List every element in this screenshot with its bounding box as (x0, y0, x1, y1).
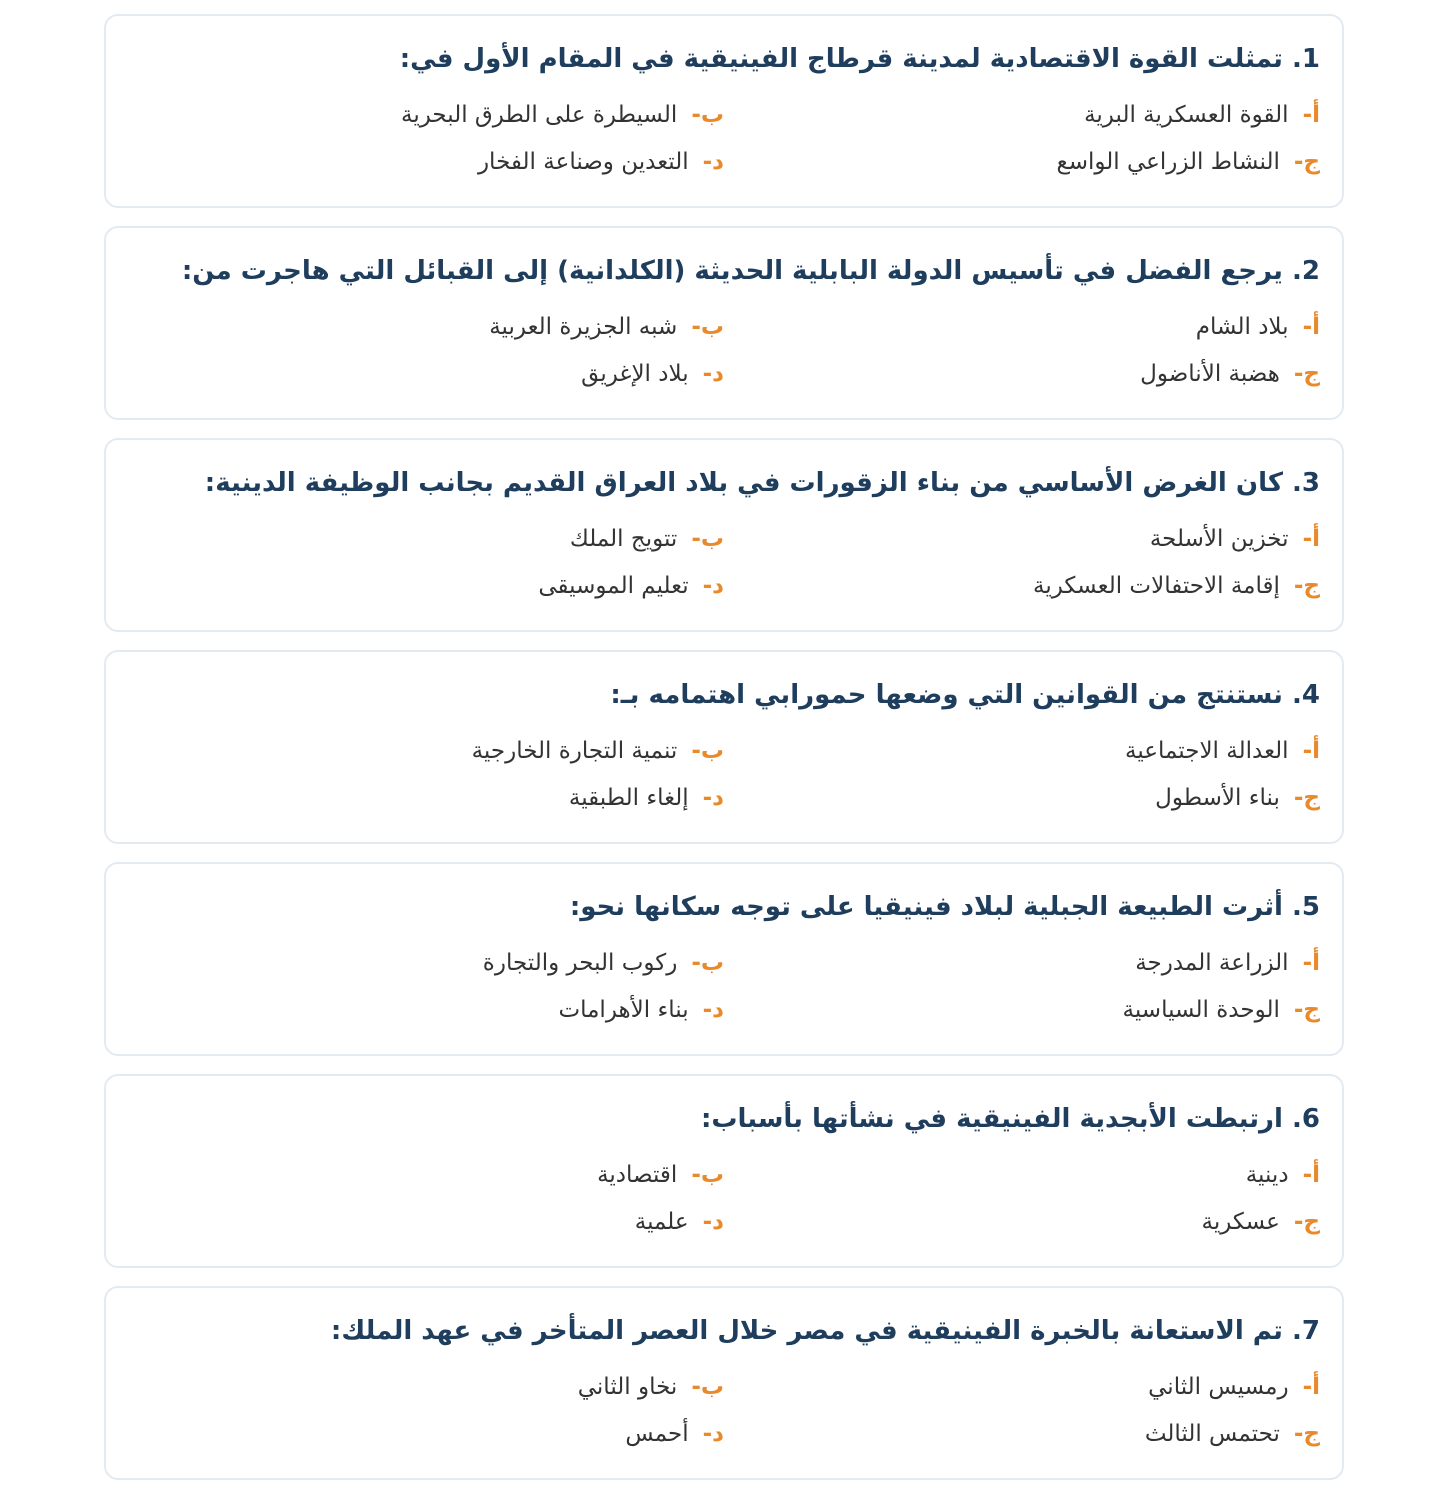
quiz-list (104, 14, 1344, 1498)
question-title (128, 466, 1320, 500)
option-letter-b: ب- (691, 314, 724, 340)
question-number: 2. (1292, 256, 1320, 286)
option-letter-b: ب- (691, 1162, 724, 1188)
option-letter-c: ج- (1293, 785, 1320, 811)
question-text: أثرت الطبيعة الجبلية لبلاد فينيقيا على توجه سكانها نحو: (569, 892, 1283, 922)
option-letter-c: ج- (1293, 573, 1320, 599)
question-text: نستنتج من القوانين التي وضعها حمورابي اهتمامه بـ: (610, 680, 1283, 710)
question-number: 7. (1292, 1316, 1320, 1346)
option-letter-a: أ- (1302, 102, 1320, 128)
option-letter-b: ب- (691, 1374, 724, 1400)
option-c[interactable] (1056, 147, 1320, 177)
option-b[interactable] (570, 524, 724, 554)
option-text-c: إقامة الاحتفالات العسكرية (1032, 573, 1280, 599)
option-c[interactable] (1033, 571, 1320, 601)
option-letter-c: ج- (1293, 1209, 1320, 1235)
option-text-d: أحمس (625, 1421, 689, 1447)
option-d[interactable] (558, 995, 724, 1025)
option-letter-a: أ- (1302, 526, 1320, 552)
option-letter-a: أ- (1302, 314, 1320, 340)
question-title (128, 678, 1320, 712)
option-a[interactable] (1196, 312, 1320, 342)
option-d[interactable] (625, 1419, 724, 1449)
question-number: 1. (1292, 44, 1320, 74)
option-letter-a: أ- (1302, 738, 1320, 764)
question-text: يرجع الفضل في تأسيس الدولة البابلية الحديثة (الكلدانية) إلى القبائل التي هاجرت من: (181, 256, 1283, 286)
question-text: ارتبطت الأبجدية الفينيقية في نشأتها بأسباب: (700, 1104, 1283, 1134)
option-text-a: بلاد الشام (1195, 314, 1289, 340)
question-card-4 (104, 650, 1344, 844)
question-number: 5. (1292, 892, 1320, 922)
option-b[interactable] (578, 1372, 724, 1402)
option-text-a: تخزين الأسلحة (1149, 526, 1289, 552)
option-text-c: عسكرية (1201, 1209, 1280, 1235)
option-c[interactable] (1155, 783, 1320, 813)
question-card-1 (104, 14, 1344, 208)
question-text: كان الغرض الأساسي من بناء الزقورات في بلاد العراق القديم بجانب الوظيفة الدينية: (204, 468, 1283, 498)
option-text-b: ركوب البحر والتجارة (482, 950, 678, 976)
option-letter-b: ب- (691, 102, 724, 128)
option-b[interactable] (483, 948, 724, 978)
question-title (128, 254, 1320, 288)
option-d[interactable] (478, 147, 724, 177)
option-text-d: بناء الأهرامات (558, 997, 689, 1023)
option-text-b: تنمية التجارة الخارجية (471, 738, 678, 764)
question-card-5 (104, 862, 1344, 1056)
option-a[interactable] (1125, 736, 1320, 766)
option-text-a: دينية (1245, 1162, 1289, 1188)
option-text-d: إلغاء الطبقية (568, 785, 689, 811)
option-d[interactable] (581, 359, 724, 389)
option-text-d: علمية (634, 1209, 689, 1235)
option-letter-d: د- (702, 785, 724, 811)
question-text: تمثلت القوة الاقتصادية لمدينة قرطاج الفينيقية في المقام الأول في: (399, 44, 1283, 74)
option-letter-d: د- (702, 1209, 724, 1235)
option-text-d: بلاد الإغريق (581, 361, 689, 387)
question-title (128, 890, 1320, 924)
option-text-b: نخاو الثاني (577, 1374, 678, 1400)
option-letter-b: ب- (691, 526, 724, 552)
option-letter-c: ج- (1293, 997, 1320, 1023)
option-b[interactable] (597, 1160, 724, 1190)
question-title (128, 1102, 1320, 1136)
option-text-a: القوة العسكرية البرية (1084, 102, 1289, 128)
option-text-b: تتويج الملك (569, 526, 678, 552)
option-letter-c: ج- (1293, 361, 1320, 387)
option-c[interactable] (1140, 359, 1320, 389)
question-number: 4. (1292, 680, 1320, 710)
question-card-6 (104, 1074, 1344, 1268)
option-letter-a: أ- (1302, 1374, 1320, 1400)
option-b[interactable] (489, 312, 724, 342)
question-title (128, 1314, 1320, 1348)
option-text-c: بناء الأسطول (1155, 785, 1280, 811)
option-a[interactable] (1135, 948, 1320, 978)
option-letter-d: د- (702, 573, 724, 599)
option-c[interactable] (1145, 1419, 1320, 1449)
option-a[interactable] (1246, 1160, 1320, 1190)
option-letter-d: د- (702, 997, 724, 1023)
question-title (128, 42, 1320, 76)
option-text-d: تعليم الموسيقى (538, 573, 689, 599)
option-text-c: هضبة الأناضول (1140, 361, 1280, 387)
option-a[interactable] (1084, 100, 1320, 130)
option-a[interactable] (1148, 1372, 1320, 1402)
option-a[interactable] (1150, 524, 1320, 554)
option-text-a: العدالة الاجتماعية (1124, 738, 1289, 764)
option-text-a: رمسيس الثاني (1148, 1374, 1289, 1400)
option-letter-b: ب- (691, 738, 724, 764)
option-b[interactable] (401, 100, 724, 130)
option-d[interactable] (538, 571, 724, 601)
option-text-a: الزراعة المدرجة (1135, 950, 1289, 976)
option-letter-d: د- (702, 361, 724, 387)
option-letter-a: أ- (1302, 950, 1320, 976)
question-text: تم الاستعانة بالخبرة الفينيقية في مصر خلال العصر المتأخر في عهد الملك: (330, 1316, 1283, 1346)
option-text-d: التعدين وصناعة الفخار (477, 149, 689, 175)
option-b[interactable] (472, 736, 724, 766)
option-text-c: الوحدة السياسية (1122, 997, 1280, 1023)
option-letter-d: د- (702, 1421, 724, 1447)
option-text-b: السيطرة على الطرق البحرية (401, 102, 678, 128)
option-letter-b: ب- (691, 950, 724, 976)
option-text-b: شبه الجزيرة العربية (489, 314, 678, 340)
question-card-7 (104, 1286, 1344, 1480)
option-text-c: النشاط الزراعي الواسع (1056, 149, 1280, 175)
option-letter-d: د- (702, 149, 724, 175)
option-c[interactable] (1123, 995, 1320, 1025)
option-text-c: تحتمس الثالث (1144, 1421, 1280, 1447)
option-letter-a: أ- (1302, 1162, 1320, 1188)
question-number: 6. (1292, 1104, 1320, 1134)
question-card-2 (104, 226, 1344, 420)
option-c[interactable] (1202, 1207, 1321, 1237)
question-number: 3. (1292, 468, 1320, 498)
option-letter-c: ج- (1293, 149, 1320, 175)
option-letter-c: ج- (1293, 1421, 1320, 1447)
question-card-3 (104, 438, 1344, 632)
option-d[interactable] (569, 783, 724, 813)
option-text-b: اقتصادية (597, 1162, 678, 1188)
option-d[interactable] (635, 1207, 724, 1237)
